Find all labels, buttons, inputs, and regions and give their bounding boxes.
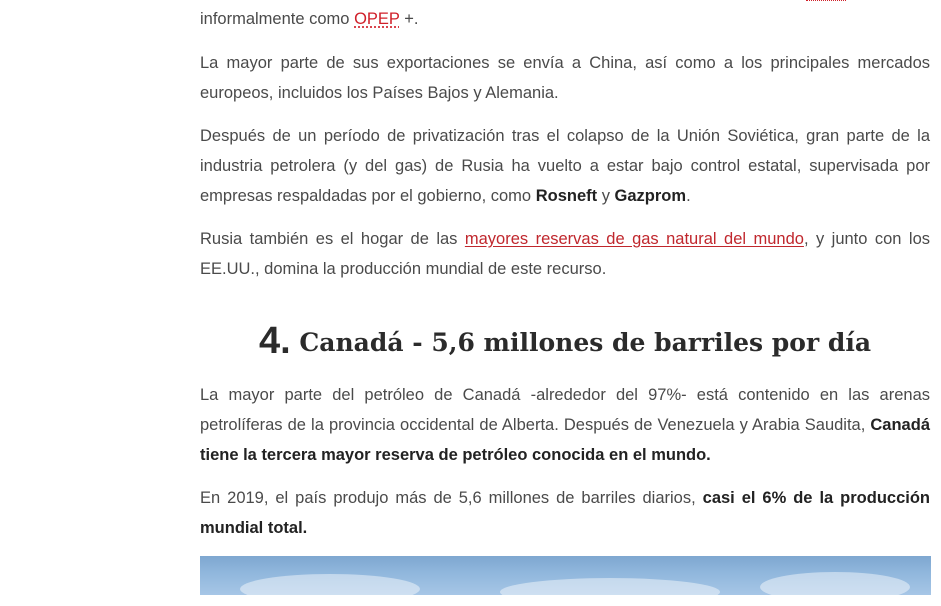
cloud-shape [500, 578, 720, 606]
section-heading-canada [200, 313, 930, 371]
canada-production-paragraph [200, 483, 930, 543]
rosneft-bold: Rosneft [535, 187, 598, 205]
oil-sands-text: La mayor parte del petróleo de Canadá -alrededor del 97%- está contenido en las arenas petrolíferas de la provincia occidental de Alberta. Después de Venezuela y Arabia Saudita, [200, 386, 930, 434]
intro-suffix: +. [399, 10, 419, 28]
gas-reserves-link[interactable]: mayores reservas de gas natural del mundo [464, 230, 804, 248]
opep-abbreviation[interactable]: OPEP [354, 10, 400, 28]
intro-paragraph-fragment [200, 4, 930, 34]
section-title: Canadá - 5,6 millones de barriles por día [299, 328, 872, 357]
gas-reserves-intro: Rusia también es el hogar de las [200, 230, 465, 248]
third-largest-reserve-bold: Canadá tiene la tercera mayor reserva de petróleo conocida en el mundo. [200, 416, 930, 464]
gas-reserves-paragraph [200, 224, 930, 284]
section-number: 4. [258, 320, 291, 362]
cloud-shape [240, 574, 420, 604]
conjunction-text: y [597, 187, 615, 205]
exports-paragraph: La mayor parte de sus exportaciones se envía a China, así como a los principales mercados europeos, incluidos los Países Bajos y Alemania. [200, 54, 930, 102]
privatization-paragraph [200, 121, 930, 211]
production-share-bold: casi el 6% de la producción mundial total. [200, 489, 930, 537]
production-text: En 2019, el país produjo más de 5,6 millones de barriles diarios, [200, 489, 703, 507]
canada-oil-sands-paragraph [200, 380, 930, 470]
intro-prefix: informalmente como [200, 10, 355, 28]
period-text: . [686, 187, 691, 205]
privatization-text: Después de un período de privatización tras el colapso de la Unión Soviética, gran parte de la industria petrolera (y del gas) de Rusia ha vuelto a estar bajo control estatal, supervisada por empresas respaldadas por el gobierno, como [200, 127, 930, 205]
gazprom-bold: Gazprom [614, 187, 687, 205]
cloud-shape [760, 572, 910, 602]
gas-reserves-rest: , y junto con los EE.UU., domina la producción mundial de este recurso. [200, 230, 931, 278]
dotted-underline-fragment [806, 0, 846, 3]
article-image-sky [200, 556, 931, 595]
